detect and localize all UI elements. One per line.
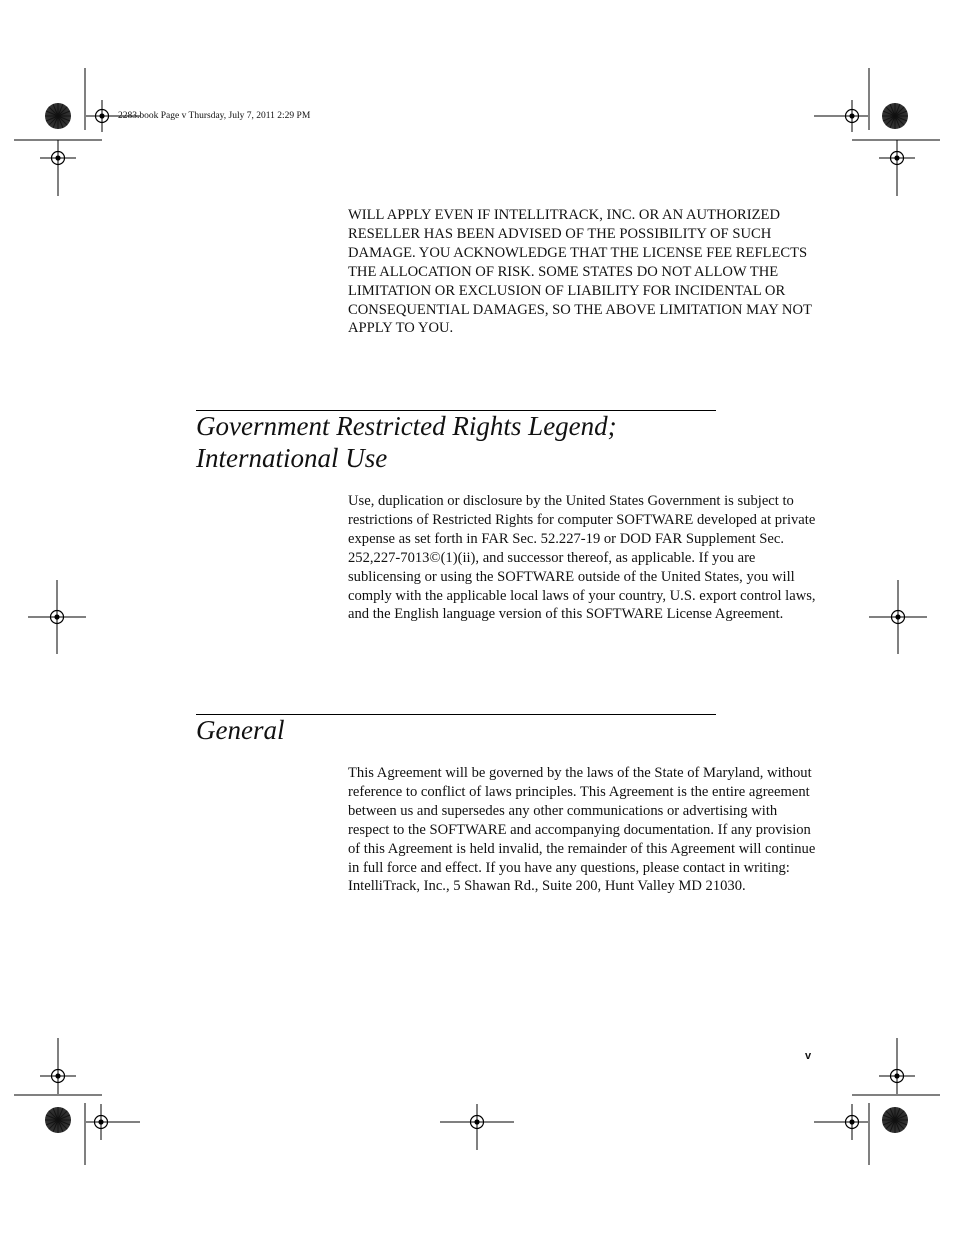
registration-starburst-icon bbox=[45, 103, 71, 129]
registration-starburst-icon bbox=[882, 103, 908, 129]
heading-line: Government Restricted Rights Legend; bbox=[196, 411, 617, 441]
section-heading-general: General bbox=[196, 714, 716, 747]
limitation-paragraph: WILL APPLY EVEN IF INTELLITRACK, INC. OR AN AUTHORIZED RESELLER HAS BEEN ADVISED OF THE POSSIBILITY OF SUCH DAMAGE. YOU ACKNOWLEDGE THAT THE LICENSE FEE REFLECTS THE ALLOCATION OF RISK. SOME STATES DO NOT ALLOW THE LIMITATION OR EXCLUSION OF LIABILITY FOR INCIDENTAL OR CONSEQUENTIAL DAMAGES, SO THE ABOVE LIMITATION MAY NOT APPLY TO YOU. bbox=[348, 207, 812, 337]
registration-starburst-icon bbox=[45, 1107, 71, 1133]
print-slug-line: 2283.book Page v Thursday, July 7, 2011 2:29 PM bbox=[118, 111, 311, 121]
general-paragraph: This Agreement will be governed by the laws of the State of Maryland, without reference to conflict of laws principles. This Agreement is the entire agreement between us and supersedes any other communications or advertising with respect to the SOFTWARE and accompanying documentation. If any provision of this Agreement is held invalid, the remainder of this Agreement will continue in full force and effect. If you have any questions, please contact in writing: IntelliTrack, Inc., 5 Shawan Rd., Suite 200, Hunt Valley MD 21030. bbox=[348, 765, 816, 895]
government-paragraph: Use, duplication or disclosure by the United States Government is subject to restrictions of Restricted Rights for computer SOFTWARE developed at private expense as set forth in FAR Sec. 52.227-19 or DOD FAR Supplement Sec. 252,227-7013©(1)(ii), and successor thereof, as applicable. If you are sublicensing or using the SOFTWARE outside of the United States, you will comply with the applicable local laws of your country, U.S. export control laws, and the English language version of this SOFTWARE License Agreement. bbox=[348, 493, 816, 623]
page-number: v bbox=[805, 1050, 812, 1062]
heading-line: International Use bbox=[196, 442, 388, 473]
registration-starburst-icon bbox=[882, 1107, 908, 1133]
section-heading-government bbox=[196, 410, 716, 474]
